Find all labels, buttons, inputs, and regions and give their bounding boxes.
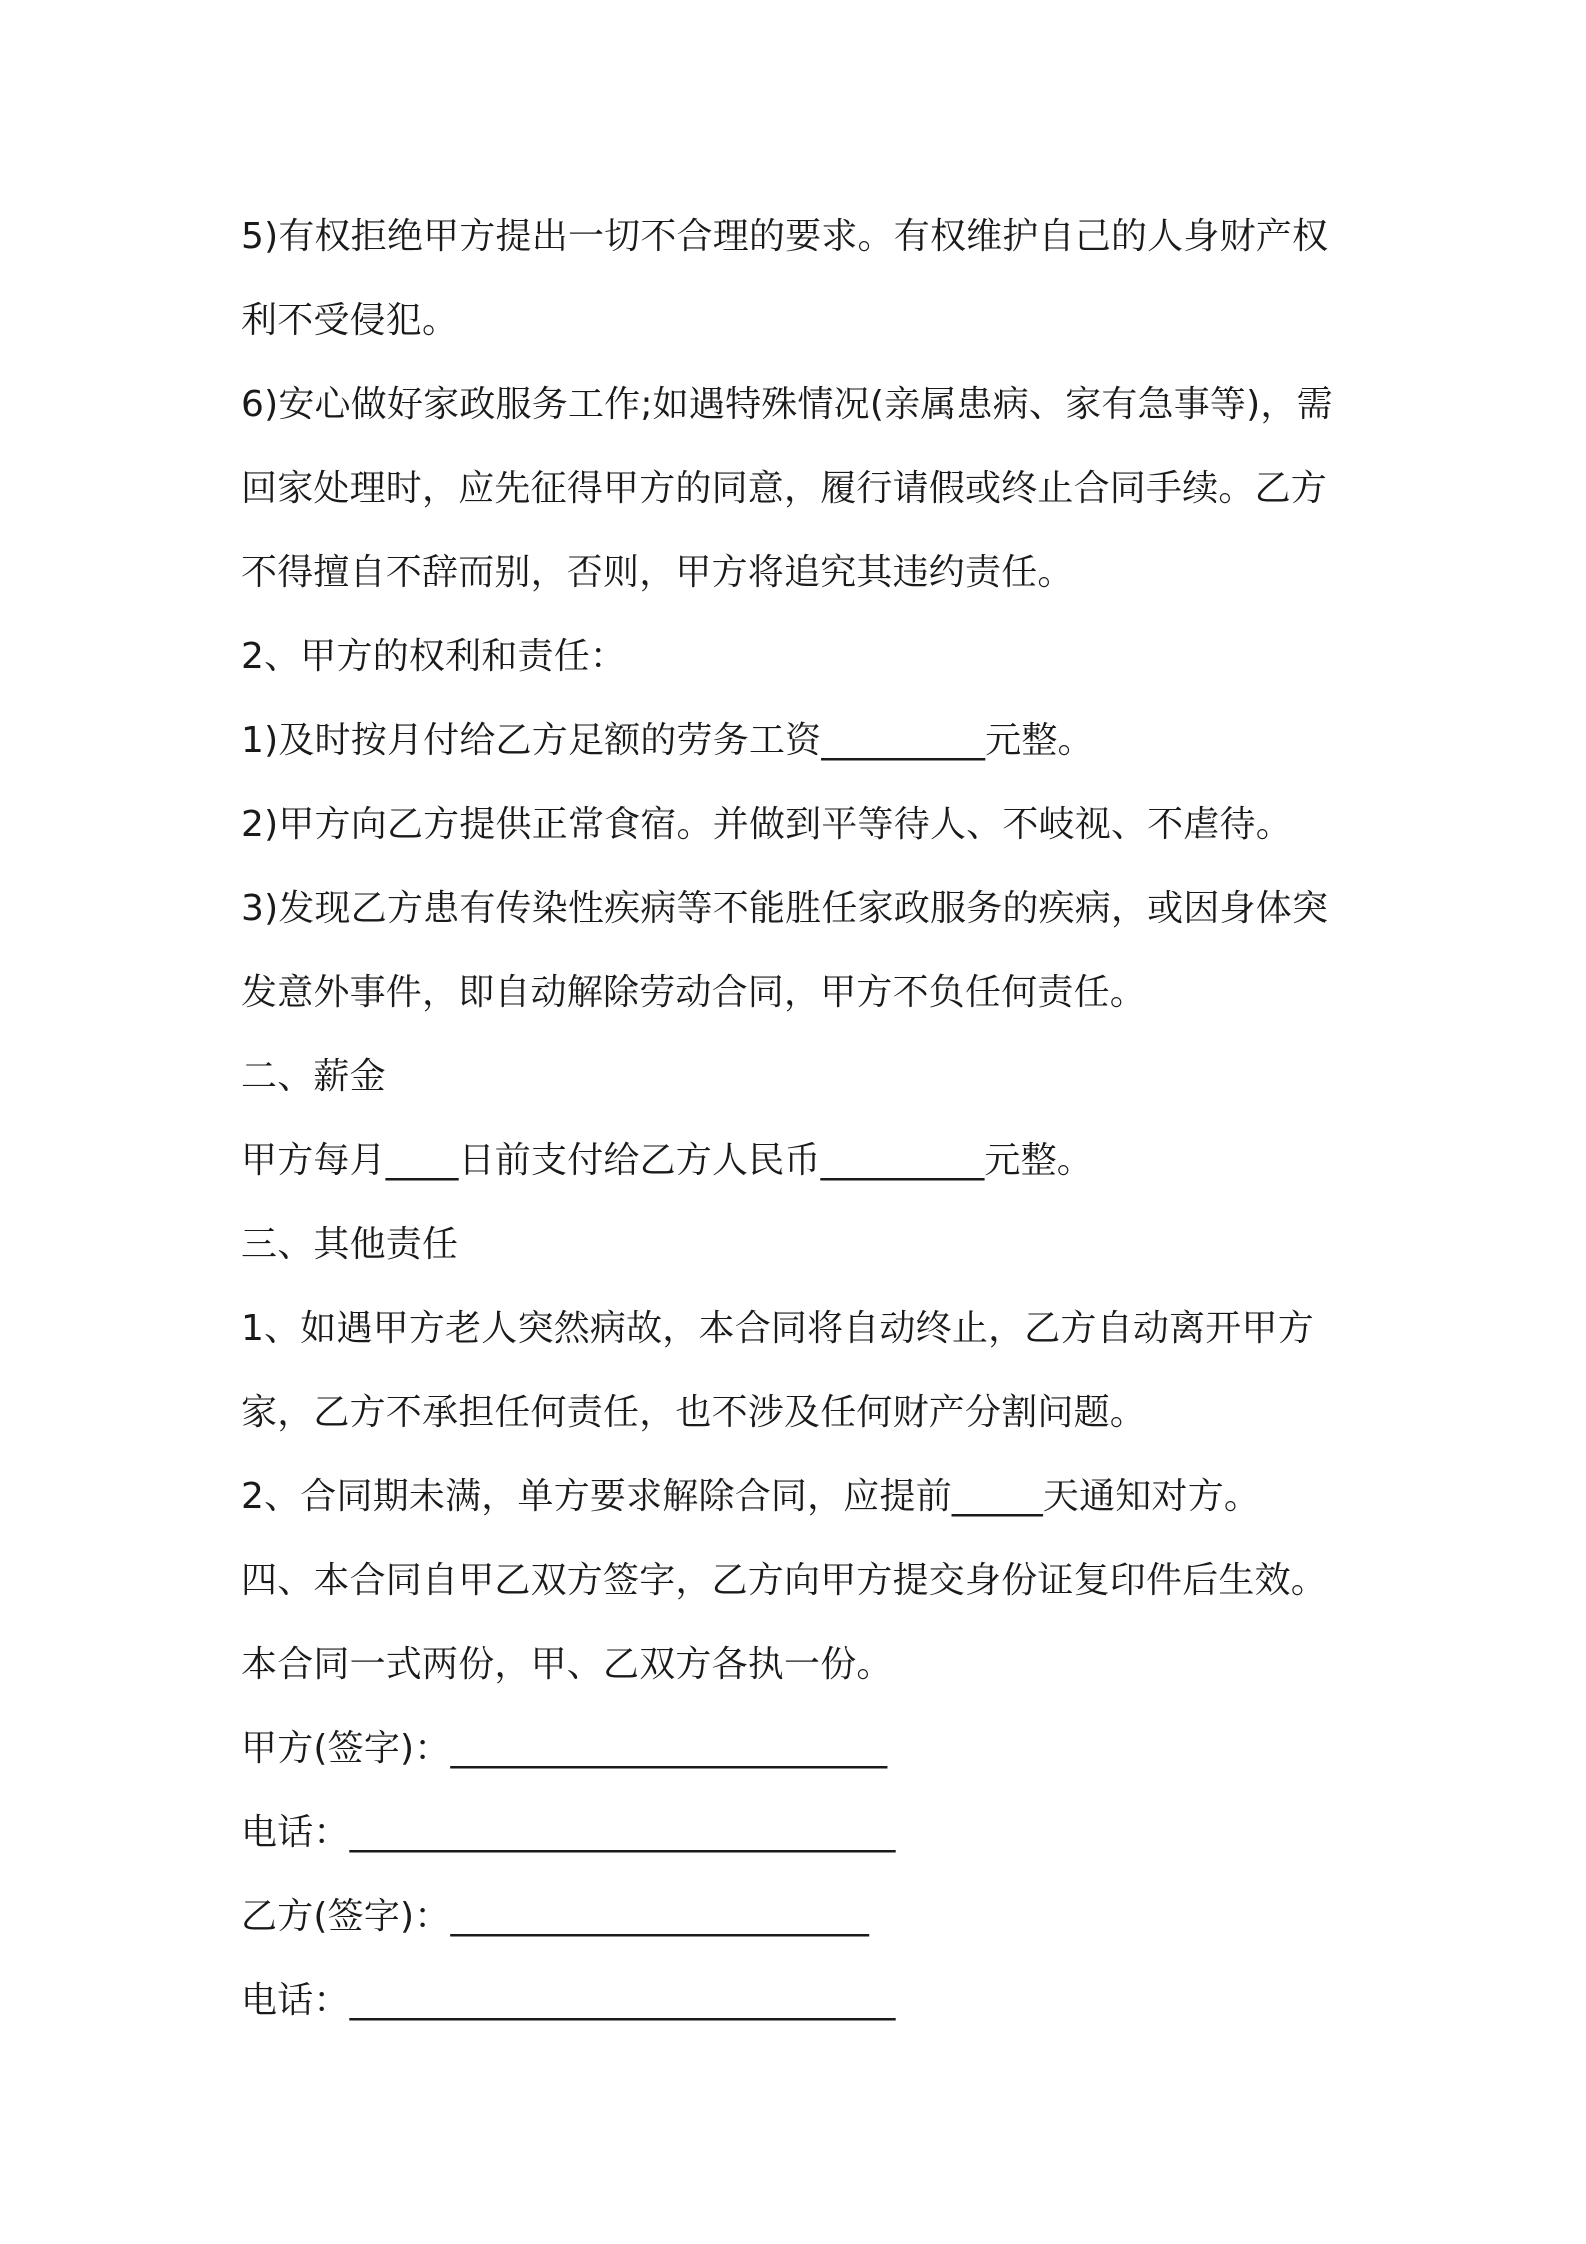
clause-6-duty-line-3: 不得擅自不辞而别，否则，甲方将追究其违约责任。 [241, 552, 1074, 593]
party-a-clause-3-line-1: 3)发现乙方患有传染性疾病等不能胜任家政服务的疾病，或因身体突 [241, 888, 1329, 929]
section-party-a-rights-heading: 2、甲方的权利和责任： [241, 636, 627, 677]
salary-clause: 甲方每月____日前支付给乙方人民币_________元整。 [241, 1140, 1094, 1181]
other-clause-2: 2、合同期未满，单方要求解除合同，应提前_____天通知对方。 [241, 1476, 1261, 1517]
section-other-duties-heading: 三、其他责任 [241, 1224, 459, 1265]
clause-6-duty-line-1: 6)安心做好家政服务工作;如遇特殊情况(亲属患病、家有急事等)，需 [241, 384, 1333, 425]
party-a-phone-field: 电话：______________________________ [241, 1812, 896, 1853]
copies-clause: 本合同一式两份，甲、乙双方各执一份。 [241, 1644, 893, 1685]
other-clause-1-line-1: 1、如遇甲方老人突然病故，本合同将自动终止，乙方自动离开甲方 [241, 1308, 1314, 1349]
party-a-clause-2: 2)甲方向乙方提供正常食宿。并做到平等待人、不岐视、不虐待。 [241, 804, 1292, 845]
section-effective-clause: 四、本合同自甲乙双方签字，乙方向甲方提交身份证复印件后生效。 [241, 1560, 1328, 1601]
party-a-signature-field: 甲方(签字)：________________________ [241, 1728, 888, 1769]
party-b-signature-field: 乙方(签字)：_______________________ [241, 1896, 870, 1937]
party-a-clause-1: 1)及时按月付给乙方足额的劳务工资_________元整。 [241, 720, 1094, 761]
party-a-clause-3-line-2: 发意外事件，即自动解除劳动合同，甲方不负任何责任。 [241, 972, 1147, 1013]
section-salary-heading: 二、薪金 [241, 1056, 386, 1097]
document-body [241, 195, 1361, 2043]
clause-5-rights-line-2: 利不受侵犯。 [241, 300, 459, 341]
clause-5-rights-line-1: 5)有权拒绝甲方提出一切不合理的要求。有权维护自己的人身财产权 [241, 216, 1329, 257]
clause-6-duty-line-2: 回家处理时，应先征得甲方的同意，履行请假或终止合同手续。乙方 [241, 468, 1328, 509]
party-b-phone-field: 电话：______________________________ [241, 1980, 896, 2021]
other-clause-1-line-2: 家，乙方不承担任何责任，也不涉及任何财产分割问题。 [241, 1392, 1147, 1433]
